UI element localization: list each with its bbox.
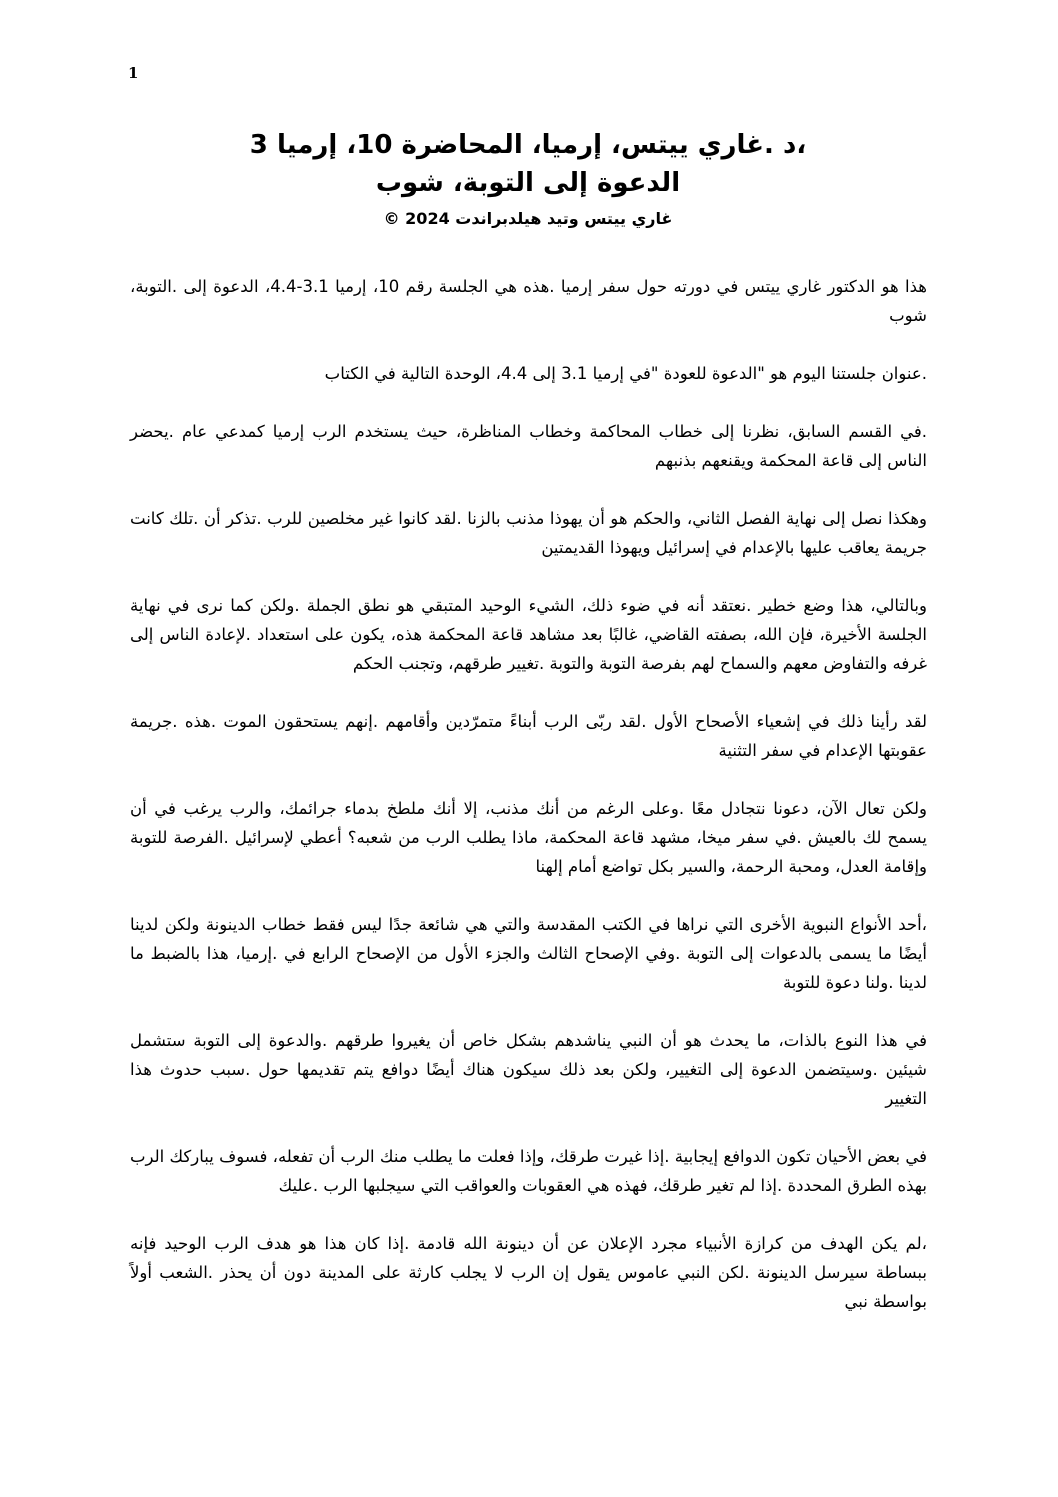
page-number: 1: [128, 64, 139, 82]
paragraph-7: ولكن تعال الآن، دعونا نتجادل معًا .وعلى الرغم من أنك مذنب، إلا أنك ملطخ بدماء جرائمك، والرب يرغب في أن يسمح لك بالعيش .في سفر ميخا، مشهد قاعة المحكمة، ماذا يطلب الرب من شعبه؟ أعطي لإسرائيل .الفرصة للتوبة وإقامة العدل، ومحبة الرحمة، والسير بكل تواضع أمام إلهنا: [130, 799, 927, 876]
paragraph-2: .عنوان جلستنا اليوم هو "الدعوة للعودة "في إرميا 3.1 إلى 4.4، الوحدة التالية في الكتاب: [324, 364, 927, 383]
copyright-line: غاري ييتس وتيد هيلدبراندت 2024 ©: [383, 209, 673, 228]
paragraph-11: ،لم يكن الهدف من كرازة الأنبياء مجرد الإعلان عن أن دينونة الله قادمة .إذا كان هذا هو هدف الرب الوحيد فإنه ببساطة سيرسل الدينونة .لكن النبي عاموس يقول إن الرب لا يجلب كارثة على المدينة دون أن يحذر .الشعب أولاً بواسطة نبي: [130, 1234, 927, 1311]
paragraph-8: ،أحد الأنواع النبوية الأخرى التي نراها في الكتب المقدسة والتي هي شائعة جدًا ليس فقط خطاب الدينونة ولكن لدينا أيضًا ما يسمى بالدعوات إلى التوبة .وفي الإصحاح الثالث والجزء الأول من الإصحاح الرابع في .إرميا، هذا بالضبط ما لدينا .ولنا دعوة للتوبة: [130, 915, 927, 992]
paragraph-9: في هذا النوع بالذات، ما يحدث هو أن النبي يناشدهم بشكل خاص أن يغيروا طرقهم .والدعوة إلى التوبة ستشمل شيئين .وسيتضمن الدعوة إلى التغيير، ولكن بعد ذلك سيكون هناك أيضًا دوافع يتم تقديمها حول .سبب حدوث هذا التغيير: [130, 1031, 927, 1108]
paragraph-4: وهكذا نصل إلى نهاية الفصل الثاني، والحكم هو أن يهوذا مذنب بالزنا .لقد كانوا غير مخلصين للرب .تذكر أن .تلك كانت جريمة يعاقب عليها بالإعدام في إسرائيل ويهوذا القديمتين: [130, 509, 927, 557]
paragraph-3: .في القسم السابق، نظرنا إلى خطاب المحاكمة وخطاب المناظرة، حيث يستخدم الرب إرميا كمدعي عام .يحضر الناس إلى قاعة المحكمة ويقنعهم بذنبهم: [130, 422, 927, 470]
title-block: [160, 126, 896, 232]
body-text: [130, 272, 927, 1345]
paragraph-6: لقد رأينا ذلك في إشعياء الأصحاح الأول .لقد ربّى الرب أبناءً متمرّدين وأقامهم .إنهم يستحقون الموت .هذه .جريمة عقوبتها الإعدام في سفر التثنية: [130, 712, 927, 760]
paragraph-5: وبالتالي، هذا وضع خطير .نعتقد أنه في ضوء ذلك، الشيء الوحيد المتبقي هو نطق الجملة .ولكن كما نرى في نهاية الجلسة الأخيرة، فإن الله، بصفته القاضي، غالبًا بعد مشاهد قاعة المحكمة هذه، يكون على استعداد .لإعادة الناس إلى غرفه والتفاوض معهم والسماح لهم بفرصة التوبة والتوبة .تغيير طرقهم، وتجنب الحكم: [130, 596, 927, 673]
title-line-2: الدعوة إلى التوبة، شوب: [375, 168, 681, 198]
paragraph-1: هذا هو الدكتور غاري ييتس في دورته حول سفر إرميا .هذه هي الجلسة رقم 10، إرميا 3.1-4.4، الدعوة إلى .التوبة، شوب: [130, 277, 927, 325]
title-line-1: ،د .غاري ييتس، إرميا، المحاضرة 10، إرميا 3: [249, 130, 807, 160]
paragraph-10: في بعض الأحيان تكون الدوافع إيجابية .إذا غيرت طرقك، وإذا فعلت ما يطلب منك الرب أن تفعله، فسوف يباركك الرب بهذه الطرق المحددة .إذا لم تغير طرقك، فهذه هي العقوبات والعواقب التي سيجلبها الرب .عليك: [130, 1147, 927, 1195]
